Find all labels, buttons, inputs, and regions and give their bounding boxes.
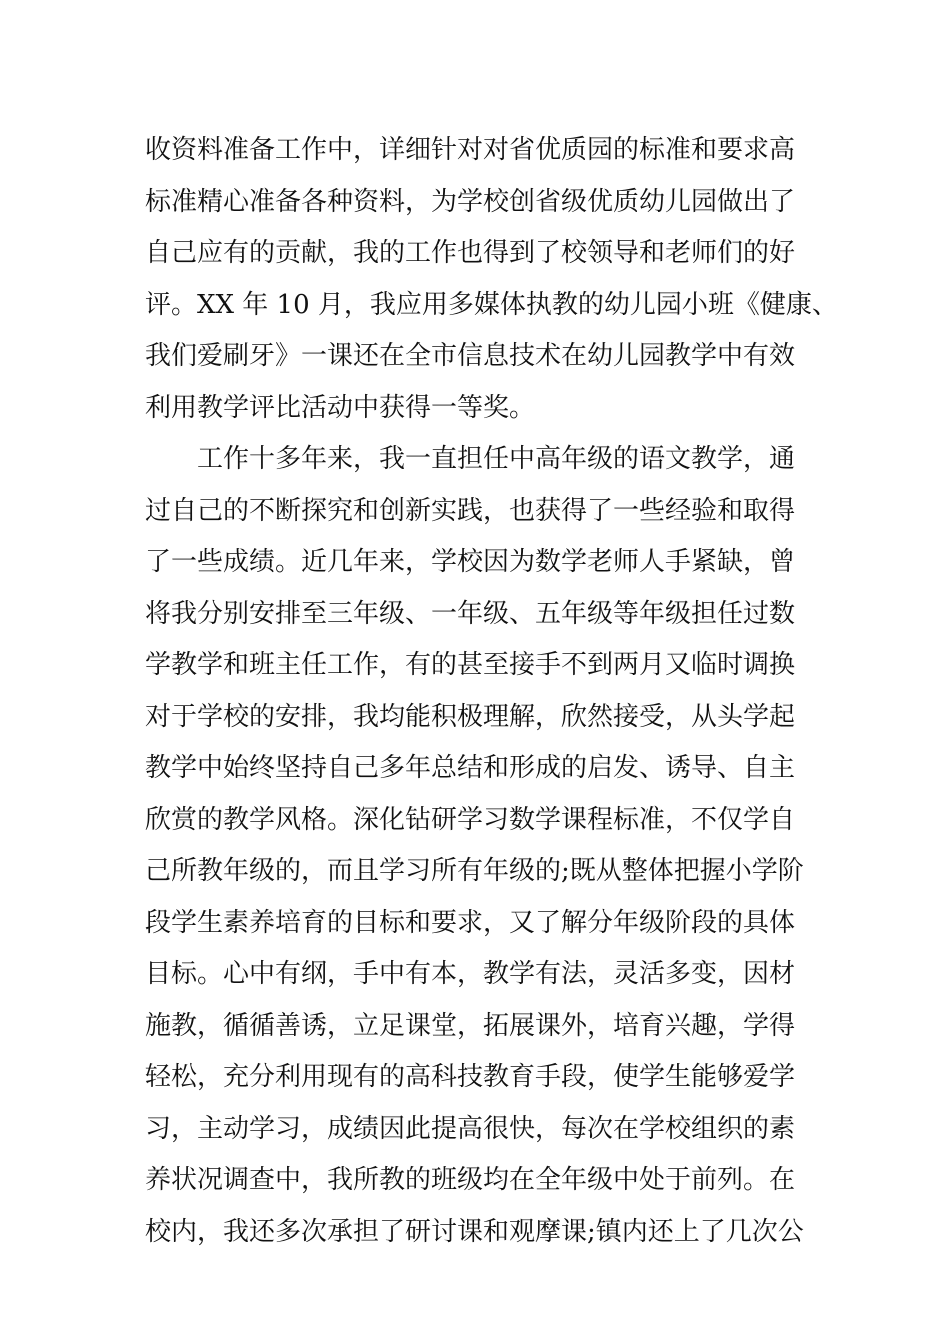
text-line: 过自己的不断探究和创新实践，也获得了一些经验和取得 xyxy=(145,495,796,526)
text-line: 了一些成绩。近几年来，学校因为数学老师人手紧缺，曾 xyxy=(145,547,796,577)
text-line: 工作十多年来，我一直担任中高年级的语文教学，通 xyxy=(145,444,796,474)
text-line: 校内，我还多次承担了研讨课和观摩课;镇内还上了几次公 xyxy=(145,1216,804,1247)
text-line: 轻松，充分利用现有的高科技教育手段，使学生能够爱学 xyxy=(145,1062,796,1092)
text-line: 利用教学评比活动中获得一等奖。 xyxy=(145,392,536,423)
text-line: 学教学和班主任工作，有的甚至接手不到两月又临时调换 xyxy=(145,650,796,680)
text-line: 将我分别安排至三年级、一年级、五年级等年级担任过数 xyxy=(145,598,796,629)
text-line: 己所教年级的，而且学习所有年级的;既从整体把握小学阶 xyxy=(145,856,804,886)
text-line: 施教，循循善诱，立足课堂，拓展课外，培育兴趣，学得 xyxy=(145,1010,796,1041)
body-text xyxy=(145,125,838,1258)
text-line: 教学中始终坚持自己多年总结和形成的启发、诱导、自主 xyxy=(145,753,796,783)
text-line: 自己应有的贡献，我的工作也得到了校领导和老师们的好 xyxy=(145,238,796,268)
text-line: 标准精心准备各种资料，为学校创省级优质幼儿园做出了 xyxy=(145,186,796,217)
text-line: 对于学校的安排，我均能积极理解，欣然接受，从头学起 xyxy=(145,701,796,732)
text-line: 我们爱刷牙》一课还在全市信息技术在幼儿园教学中有效 xyxy=(145,341,796,371)
text-line: 养状况调查中，我所教的班级均在全年级中处于前列。在 xyxy=(145,1165,796,1195)
text-line: 目标。心中有纲，手中有本，教学有法，灵活多变，因材 xyxy=(145,959,796,989)
text-line: 收资料准备工作中，详细针对对省优质园的标准和要求高 xyxy=(145,135,796,165)
text-line: 评。XX 年 10 月，我应用多媒体执教的幼儿园小班《健康、 xyxy=(145,289,838,320)
text-line: 习，主动学习，成绩因此提高很快，每次在学校组织的素 xyxy=(145,1113,796,1144)
text-line: 段学生素养培育的目标和要求，又了解分年级阶段的具体 xyxy=(145,907,796,938)
text-line: 欣赏的教学风格。深化钻研学习数学课程标准，不仅学自 xyxy=(145,804,796,835)
